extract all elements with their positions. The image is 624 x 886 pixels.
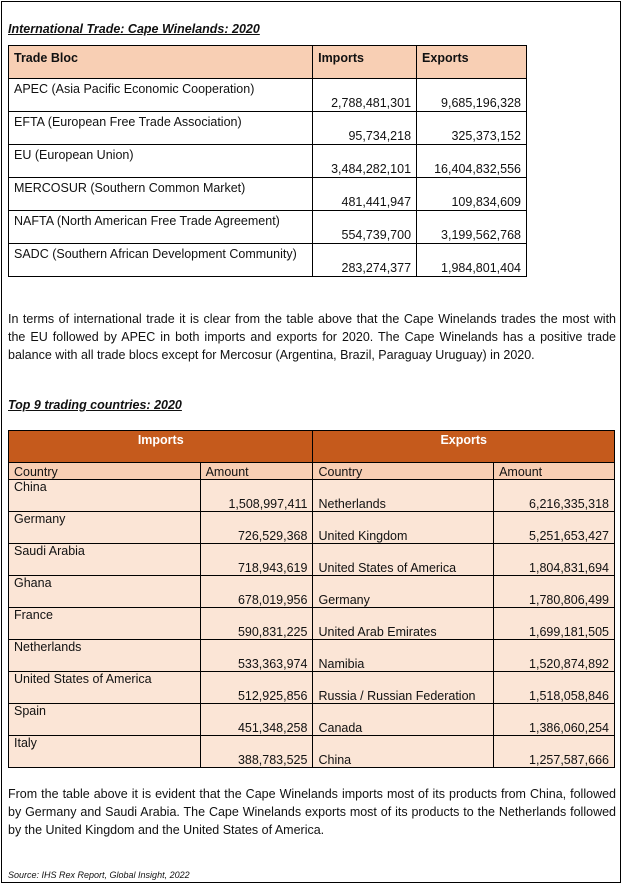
top-countries-table bbox=[8, 430, 615, 768]
header-trade-bloc: Trade Bloc bbox=[9, 46, 313, 79]
export-amount: 1,780,806,499 bbox=[494, 576, 615, 608]
trade-bloc-name: EFTA (European Free Trade Association) bbox=[9, 112, 313, 145]
trade-bloc-exports: 3,199,562,768 bbox=[417, 211, 527, 244]
table-row bbox=[9, 736, 615, 768]
table-row bbox=[9, 640, 615, 672]
export-country: Namibia bbox=[313, 640, 494, 672]
import-country: United States of America bbox=[9, 672, 201, 704]
trade-bloc-name: SADC (Southern African Development Community) bbox=[9, 244, 313, 277]
import-country: Netherlands bbox=[9, 640, 201, 672]
trade-bloc-paragraph: In terms of international trade it is clear from the table above that the Cape Winelands trades the most with the EU followed by APEC in both imports and exports for 2020. The Cape Winelands has a positive trade balance with all trade blocs except for Mercosur (Argentina, Brazil, Paraguay Uruguay) in 2020. bbox=[8, 312, 616, 362]
import-amount: 1,508,997,411 bbox=[200, 480, 313, 512]
import-country: China bbox=[9, 480, 201, 512]
trade-bloc-imports: 283,274,377 bbox=[313, 244, 417, 277]
trade-bloc-imports: 3,484,282,101 bbox=[313, 145, 417, 178]
export-amount: 6,216,335,318 bbox=[494, 480, 615, 512]
import-amount: 451,348,258 bbox=[200, 704, 313, 736]
export-country: Canada bbox=[313, 704, 494, 736]
table-row bbox=[9, 480, 615, 512]
top-countries-paragraph: From the table above it is evident that the Cape Winelands imports most of its products from China, followed by Germany and Saudi Arabia. The Cape Winelands exports most of its products to the Netherlands followed by the United Kingdom and the United States of America. bbox=[8, 787, 616, 837]
export-amount: 1,518,058,846 bbox=[494, 672, 615, 704]
trade-bloc-imports: 95,734,218 bbox=[313, 112, 417, 145]
exports-country-header: Country bbox=[313, 463, 494, 480]
export-country: Germany bbox=[313, 576, 494, 608]
trade-bloc-imports: 2,788,481,301 bbox=[313, 79, 417, 112]
imports-amount-header: Amount bbox=[200, 463, 313, 480]
table-row bbox=[9, 145, 527, 178]
trade-bloc-exports: 109,834,609 bbox=[417, 178, 527, 211]
export-amount: 1,257,587,666 bbox=[494, 736, 615, 768]
table-row bbox=[9, 544, 615, 576]
trade-bloc-name: APEC (Asia Pacific Economic Cooperation) bbox=[9, 79, 313, 112]
export-amount: 1,520,874,892 bbox=[494, 640, 615, 672]
source-note: Source: IHS Rex Report, Global Insight, 2022 bbox=[8, 870, 190, 880]
export-country: United States of America bbox=[313, 544, 494, 576]
export-amount: 1,804,831,694 bbox=[494, 544, 615, 576]
trade-bloc-name: EU (European Union) bbox=[9, 145, 313, 178]
column-header-row bbox=[9, 463, 615, 480]
export-amount: 1,699,181,505 bbox=[494, 608, 615, 640]
trade-bloc-imports: 554,739,700 bbox=[313, 211, 417, 244]
imports-country-header: Country bbox=[9, 463, 201, 480]
trade-bloc-name: NAFTA (North American Free Trade Agreement) bbox=[9, 211, 313, 244]
trade-bloc-exports: 9,685,196,328 bbox=[417, 79, 527, 112]
trade-bloc-heading: International Trade: Cape Winelands: 2020 bbox=[8, 22, 260, 36]
header-exports: Exports bbox=[417, 46, 527, 79]
import-country: France bbox=[9, 608, 201, 640]
group-header-row bbox=[9, 431, 615, 463]
table-row bbox=[9, 178, 527, 211]
top-countries-heading: Top 9 trading countries: 2020 bbox=[8, 398, 182, 412]
trade-bloc-table bbox=[8, 45, 527, 277]
export-amount: 5,251,653,427 bbox=[494, 512, 615, 544]
exports-amount-header: Amount bbox=[494, 463, 615, 480]
import-amount: 388,783,525 bbox=[200, 736, 313, 768]
import-amount: 718,943,619 bbox=[200, 544, 313, 576]
export-country: United Kingdom bbox=[313, 512, 494, 544]
export-country: Netherlands bbox=[313, 480, 494, 512]
import-country: Saudi Arabia bbox=[9, 544, 201, 576]
table-row bbox=[9, 211, 527, 244]
table-row bbox=[9, 512, 615, 544]
export-country: China bbox=[313, 736, 494, 768]
trade-bloc-exports: 1,984,801,404 bbox=[417, 244, 527, 277]
imports-group-header: Imports bbox=[9, 431, 313, 463]
import-country: Germany bbox=[9, 512, 201, 544]
table-row bbox=[9, 608, 615, 640]
import-amount: 512,925,856 bbox=[200, 672, 313, 704]
export-amount: 1,386,060,254 bbox=[494, 704, 615, 736]
trade-bloc-imports: 481,441,947 bbox=[313, 178, 417, 211]
import-amount: 726,529,368 bbox=[200, 512, 313, 544]
import-country: Italy bbox=[9, 736, 201, 768]
trade-bloc-name: MERCOSUR (Southern Common Market) bbox=[9, 178, 313, 211]
exports-group-header: Exports bbox=[313, 431, 615, 463]
table-row bbox=[9, 704, 615, 736]
import-amount: 590,831,225 bbox=[200, 608, 313, 640]
table-row bbox=[9, 672, 615, 704]
header-imports: Imports bbox=[313, 46, 417, 79]
table-row bbox=[9, 79, 527, 112]
import-amount: 678,019,956 bbox=[200, 576, 313, 608]
table-row bbox=[9, 112, 527, 145]
trade-bloc-exports: 16,404,832,556 bbox=[417, 145, 527, 178]
import-country: Ghana bbox=[9, 576, 201, 608]
export-country: United Arab Emirates bbox=[313, 608, 494, 640]
trade-bloc-exports: 325,373,152 bbox=[417, 112, 527, 145]
import-country: Spain bbox=[9, 704, 201, 736]
table-row bbox=[9, 244, 527, 277]
export-country: Russia / Russian Federation bbox=[313, 672, 494, 704]
import-amount: 533,363,974 bbox=[200, 640, 313, 672]
table-row bbox=[9, 576, 615, 608]
table-header-row bbox=[9, 46, 527, 79]
